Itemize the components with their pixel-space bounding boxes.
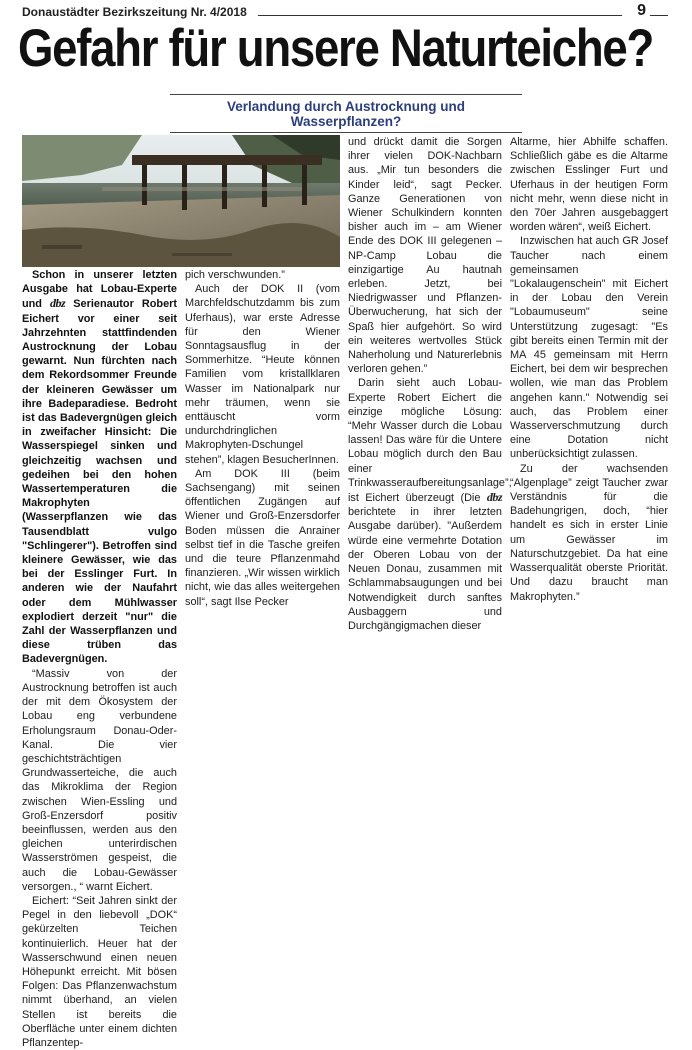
publication-name: Donaustädter Bezirkszeitung Nr. 4/2018 [22,5,247,19]
paragraph: Eichert: “Seit Jahren sinkt der Pegel in den liebevoll „DOK“ gekürzelten Teichen kontinuierlich. Heuer hat der Wasserschwund einen neuen Höhepunkt erreicht. Mit bösen Folgen: Das Pflanzenwachstum nimmt überhand, an vielen Stellen ist bereits die Oberfläche unter einem dichten Pflanzentep- [22,894,177,1049]
column-4 [510,135,668,604]
paragraph: Inzwischen hat auch GR Josef Taucher nach einem gemeinsamen "Lokalaugenschein" mit Eichert in der Lobau den Verein "Lobaumuseum" seine Unterstützung zugesagt: "Es gibt bereits einen Termin mit der MA 45 gemeinsam mit Herrn Eichert, bei dem wir besprechen wollen, wie man das Problem angehen kann." Notwendig sei auch, das Problem einer Wasserverschmutzung durch eine Dotation nicht unberücksichtigt zulassen. [510,235,668,461]
subheadline-rule-bottom [170,132,522,133]
dbz-logo: dbz [486,490,502,505]
paragraph [348,376,512,633]
paragraph: Zu der wachsenden “Algenplage” zeigt Taucher zwar Verständnis für die Badehungrigen, doch, “hier handelt es sich in erster Linie um Gewässer im Naturschutzgebiet. Da hat eine Wasserqualität oberste Priorität. Und dazu braucht man Makrophyten.” [510,462,668,603]
dbz-logo: dbz [50,296,66,311]
pond-photo [22,135,340,267]
header-rule-end [650,15,668,16]
column-1 [22,268,177,1050]
paragraph: “Massiv von der Austrocknung betroffen ist auch der mit dem Ökosystem der Lobau eng verbundene Erholungsraum Donau-Oder-Kanal. Die vier geschichtsträchtigen Grundwasserteiche, die auch das Mikroklima der Region zwischen Wien-Essling und Groß-Enzersdorf positiv beeinflussen, werden aus den gleichen unterirdischen Wasserströmen gespeist, die auch die Lobau-Gewässer versorgen., “ warnt Eichert. [22,667,177,893]
header-rule [258,15,622,16]
paragraph-text-a: Darin sieht auch Lobau-Experte Robert Eichert die einzige mögliche Lösung: “Mehr Wasser durch die Lobau lassen! Das wäre für die Untere Lobau möglich durch den Bau einer Trinkwasseraufbereitungsanlage”, ist Eichert überzeugt (Die [348,377,512,505]
paragraph: und drückt damit die Sorgen ihrer vielen DOK-Nachbarn aus. „Mir tun besonders die Kinder leid“, sagt Pecker. Ganze Generationen von Wiener Schulkindern konnten bisher auch im – am Wiener Ende des DOK III gelegenen – NP-Camp Lobau die einzigartige Au hautnah erleben. Jetzt, bei Niedrigwasser und Pflanzen-Überwucherung, hat sich der Spaß hier aufgehört. So wird ein weiteres wertvolles Stück Naherholung und Naturerlebnis verloren gehen.” [348,136,502,376]
lead-paragraph [22,268,177,667]
subheadline-block [170,94,522,133]
column-2 [185,268,340,609]
pond-photo-icon [22,135,340,267]
column-3 [348,135,512,633]
paragraph: Auch der DOK II (vom Marchfeldschutzdamm bis zum Uferhaus), war erste Adresse für den Wiener Sonntagsausflug in der Sommerhitze. “Heute können Familien vom kristallklaren Wasser im Nationalpark nur mehr träumen, wenn sie enttäuscht vorm undurchdringlichen Makrophyten-Dschungel stehen”, klagen BesucherInnen. [185,283,340,466]
lead-text-a: Schon in unserer letzten Ausgabe hat Lobau-Experte und [22,269,177,311]
paragraph-text-b: berichtete in ihrer letzten Ausgabe darüber). "Außerdem würde eine vermehrte Dotation der Oberen Lobau von der Neuen Donau, zusammen mit Schlammabsaugungen und bei Notwendigkeit durch sanftes Ausbaggern und Durchgängigmachen dieser [348,506,502,632]
headline: Gefahr für unsere Naturteiche? [18,19,654,78]
subheadline: Verlandung durch Austrocknung und Wasserpflanzen? [226,99,465,129]
paragraph: Altarme, hier Abhilfe schaffen. Schließlich gäbe es die Altarme zwischen Esslinger Furt und Uferhaus in der heutigen Form nicht mehr, wenn diese nicht in den 70er Jahren ausgebaggert worden wären“, weiß Eichert. [510,136,668,234]
paragraph: pich verschwunden.” [185,269,285,281]
page-number: 9 [637,2,646,19]
paragraph: Am DOK III (beim Sachsengang) mit seinen öffentlichen Zugängen auf Wiener und Groß-Enzersdorfer Boden müssen die Anrainer selbst tief in die Tasche greifen und die teure Pflanzenmahd finanzieren. „Wir wissen wirklich nicht, wie das alles weitergehen soll“, sagt Ilse Pecker [185,467,340,608]
lead-text-b: Serienautor Robert Eichert vor einer seit Jahrzehnten stattfindenden Austrocknung der Lobau gewarnt. Nun fürchten nach dem Rekordsommer Freunde der kleineren Gewässer um ihre Badeparadiese. Bedroht ist das Badevergnügen gleich in zweifacher Hinsicht: Die Wasserspiegel sinken und gleichzeitig wachsen und gedeihen bei den hohen Wassertemperaturen die Makrophyten (Wasserpflanzen wie das Tausendblatt vulgo "Schlingerer"). Betroffen sind kleinere Gewässer, wie das bei der Esslinger Furt. In anderen wie der Naufahrt oder dem Mühlwasser explodiert derzeit "nur" die Zahl der Wasserpflanzen und diese trüben das Badevergnügen. [22,298,177,666]
